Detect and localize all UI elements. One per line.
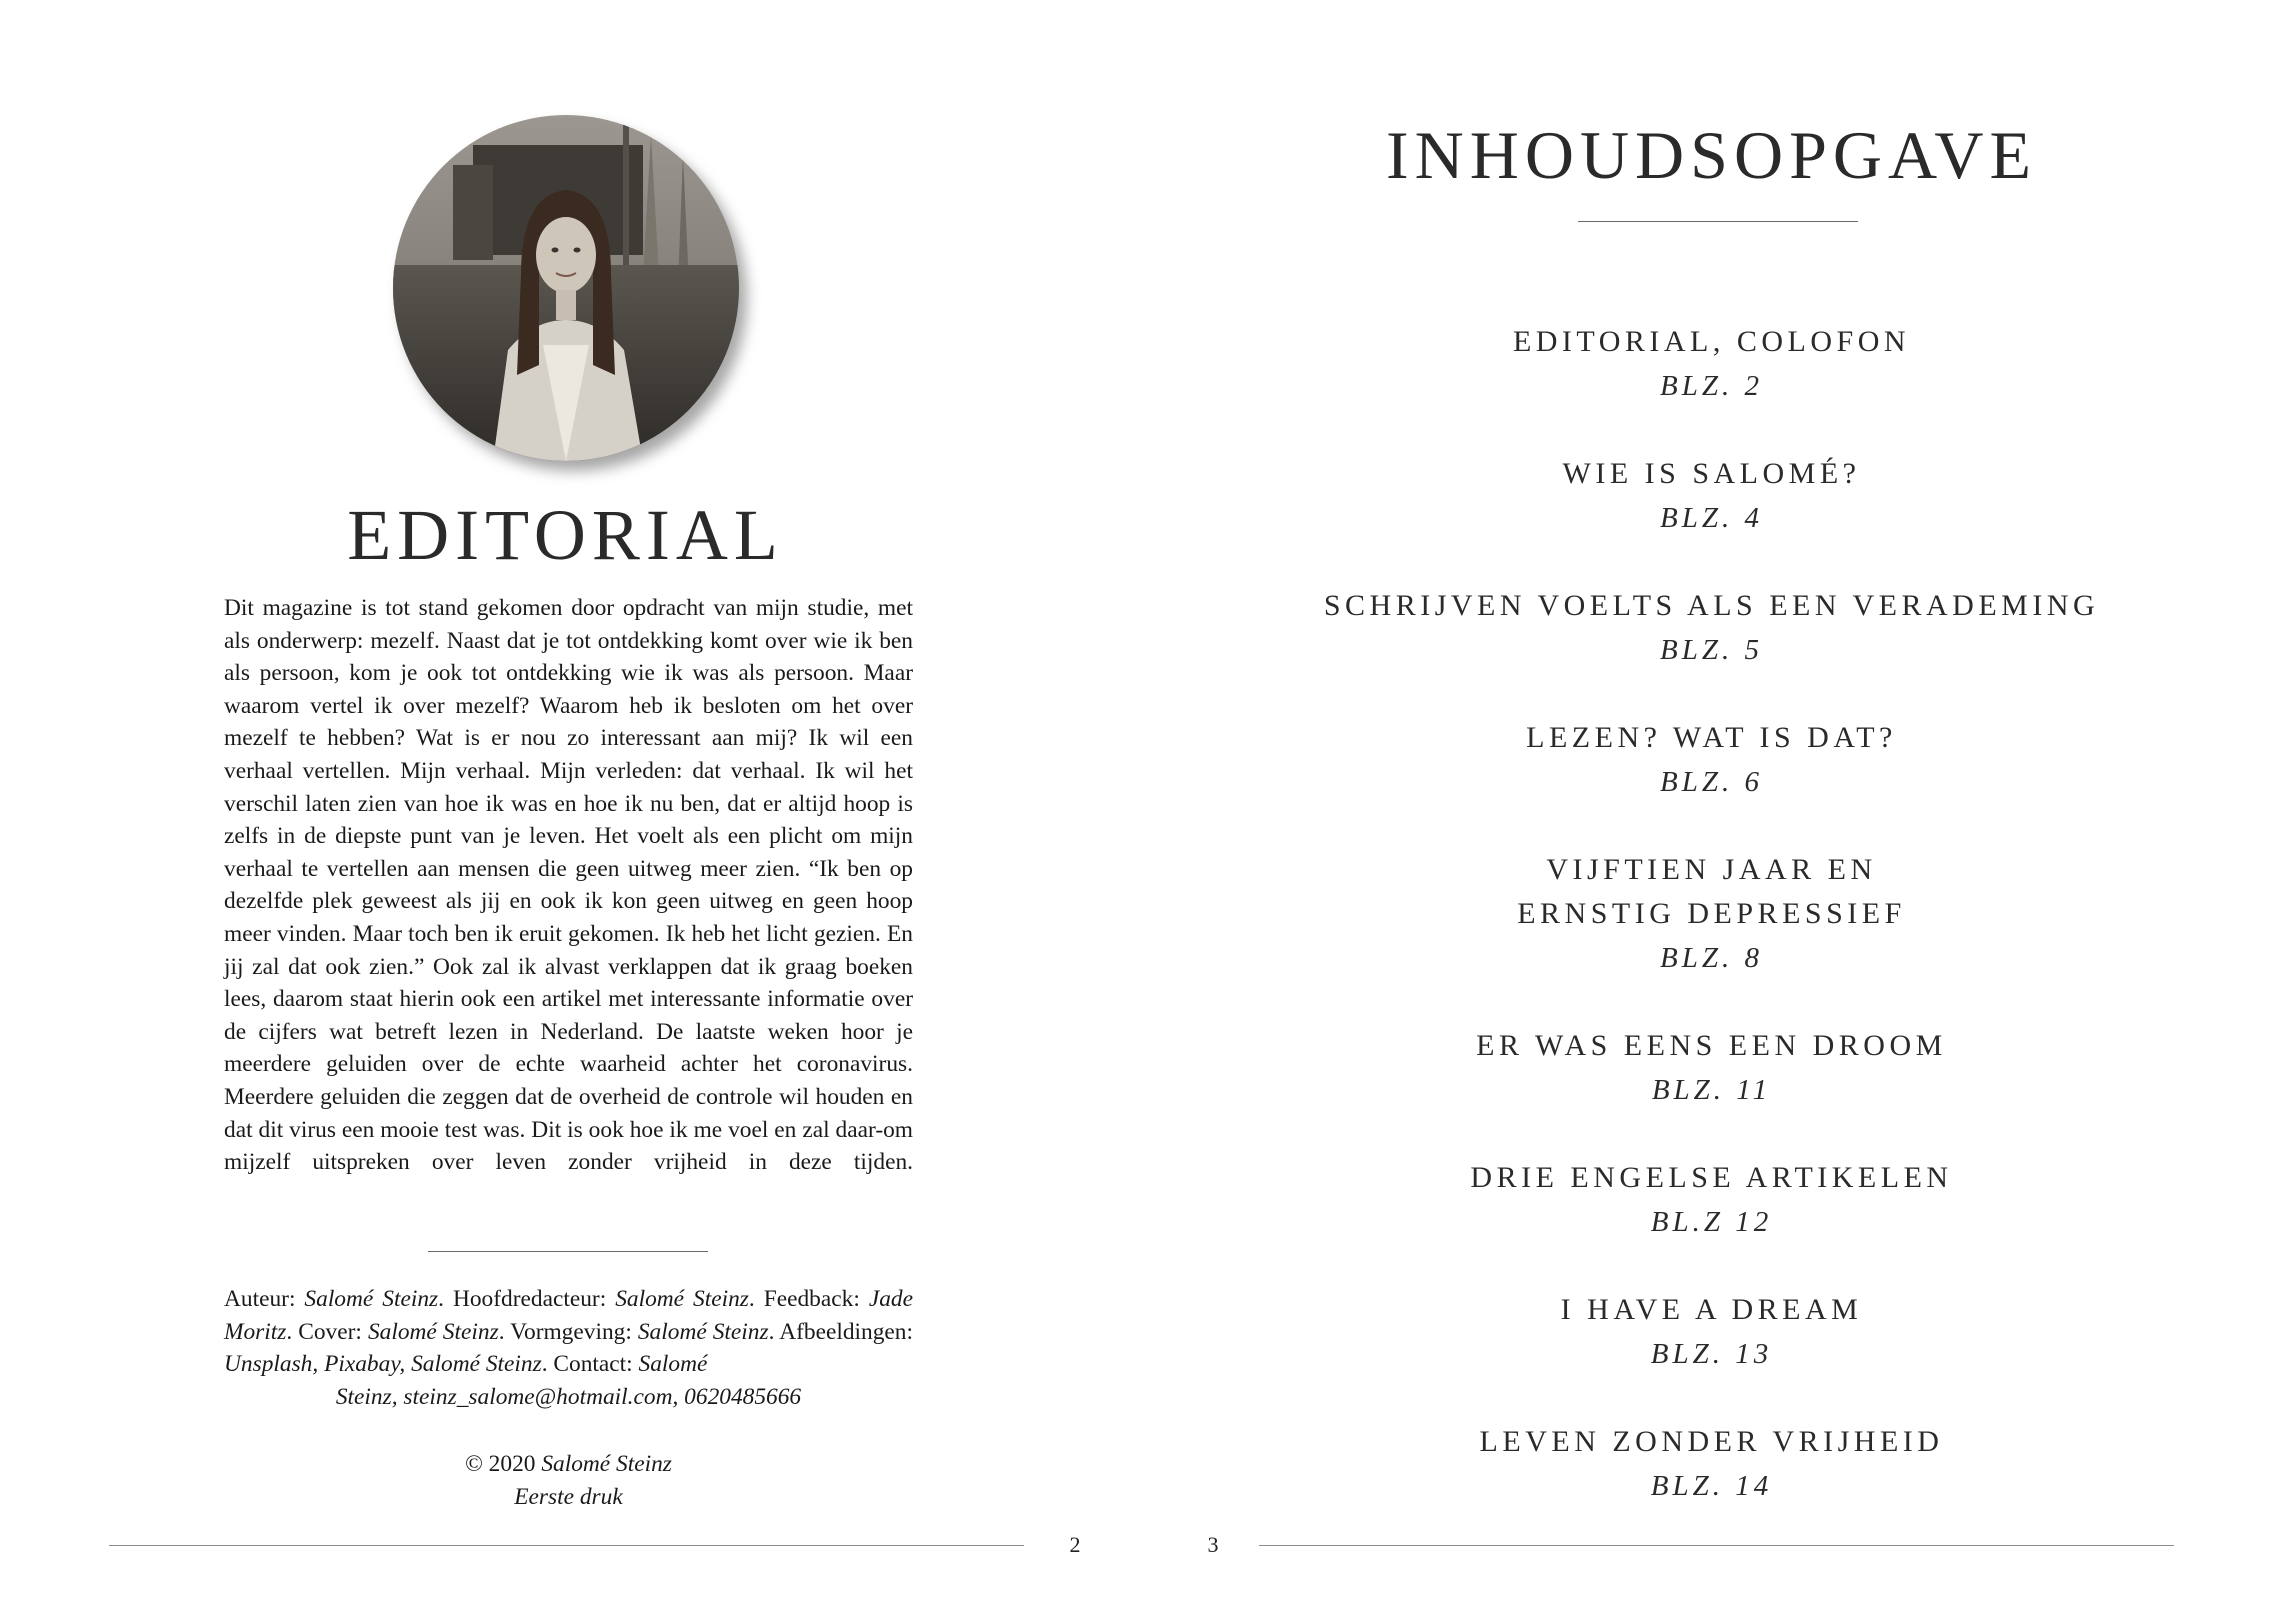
- toc-item-title: VIJFTIEN JAAR EN ERNSTIG DEPRESSIEF: [1517, 853, 1906, 930]
- toc-item-page: BLZ. 11: [1651, 1074, 1772, 1106]
- toc-item[interactable]: [1141, 716, 2282, 804]
- colofon-hoofdredacteur: Salomé Steinz: [615, 1286, 749, 1312]
- toc-item-page: BLZ. 8: [1660, 942, 1763, 974]
- toc-item-title: LEVEN ZONDER VRIJHEID: [1479, 1425, 1944, 1458]
- colofon-auteur-label: Auteur:: [224, 1286, 296, 1312]
- toc-item-page: BLZ. 5: [1660, 634, 1763, 666]
- portrait-photo: [393, 115, 739, 461]
- toc-title: INHOUDSOPGAVE: [1385, 117, 2038, 193]
- toc-item[interactable]: [1141, 584, 2282, 672]
- footer-rule: [109, 1545, 1024, 1546]
- toc-item-page: BLZ. 14: [1650, 1470, 1773, 1502]
- colofon-feedback-label: Feedback:: [763, 1286, 860, 1312]
- copyright-prefix: © 2020: [465, 1451, 536, 1477]
- divider: [428, 1251, 708, 1252]
- toc-item-page: BLZ. 6: [1660, 766, 1763, 798]
- toc-item-title: LEZEN? WAT IS DAT?: [1526, 721, 1897, 754]
- toc-item-title: SCHRIJVEN VOELTS ALS EEN VERADEMING: [1323, 589, 2100, 622]
- colofon-cover: Salomé Steinz: [367, 1318, 499, 1345]
- right-page: [1141, 0, 2282, 1606]
- colofon-contact-details: Steinz, steinz_salome@hotmail.com, 0620485666: [335, 1383, 802, 1410]
- toc-item-page: BL.Z 12: [1650, 1206, 1773, 1238]
- toc-item[interactable]: [1141, 320, 2282, 408]
- colofon-cover-label: Cover:: [298, 1318, 362, 1345]
- editorial-title: EDITORIAL: [347, 495, 784, 575]
- toc-item[interactable]: [1141, 1420, 2282, 1508]
- toc-item-title: I HAVE A DREAM: [1560, 1293, 1863, 1326]
- divider: [1578, 221, 1858, 222]
- toc-item[interactable]: [1141, 452, 2282, 540]
- colofon-feedback: Jade Moritz: [224, 1286, 913, 1345]
- toc-item[interactable]: [1141, 1156, 2282, 1244]
- page-number: 2: [1069, 1532, 1081, 1557]
- toc-item-page: BLZ. 2: [1660, 370, 1763, 402]
- colofon-contact-label: Contact:: [553, 1351, 633, 1378]
- page-number: 3: [1207, 1532, 1219, 1557]
- colofon-hoofdredacteur-label: Hoofdredacteur:: [452, 1286, 607, 1312]
- toc-item-title: ER WAS EENS EEN DROOM: [1476, 1029, 1947, 1062]
- edition: Eerste druk: [514, 1483, 623, 1510]
- toc-item-title: DRIE ENGELSE ARTIKELEN: [1470, 1161, 1953, 1194]
- colofon-afbeeldingen-label: Afbeeldingen:: [779, 1318, 913, 1345]
- footer-rule: [1259, 1545, 2174, 1546]
- colofon-vormgeving-label: Vormgeving:: [510, 1318, 632, 1345]
- toc-item-page: BLZ. 13: [1650, 1338, 1773, 1370]
- copyright: [224, 1448, 913, 1513]
- colofon-auteur: Salomé Steinz: [304, 1286, 439, 1312]
- toc-list: [1141, 320, 2282, 1552]
- colofon-afbeeldingen: Unsplash, Pixabay, Salomé Steinz: [224, 1351, 542, 1378]
- colofon: Auteur: Salomé Steinz. Hoofdredacteur: Salomé Steinz. Feedback: Jade Moritz. Cover: Salomé Steinz. Vormgeving: Salomé Steinz. Afbeeldingen: Unsplash, Pixabay, Salomé Steinz. Contact: Salomé Steinz, steinz_salome@hotmail.com, 0620485666: [224, 1286, 913, 1410]
- toc-item[interactable]: [1141, 1288, 2282, 1376]
- toc-item-title: EDITORIAL, COLOFON: [1512, 325, 1911, 358]
- colofon-vormgeving: Salomé Steinz: [637, 1318, 769, 1345]
- colofon-contact-name: Salomé: [638, 1351, 708, 1378]
- toc-item[interactable]: [1141, 1024, 2282, 1112]
- toc-item-page: BLZ. 4: [1660, 502, 1763, 534]
- toc-item[interactable]: [1141, 848, 2282, 980]
- copyright-name: Salomé Steinz: [541, 1451, 672, 1477]
- editorial-body-text: Dit magazine is tot stand gekomen door opdracht van mijn studie, met als onderwerp: mezelf. Naast dat je tot ontdekking komt over wie ik ben als persoon, kom je ook tot ontdekking wie ik was als persoon. Maar waarom vertel ik over mezelf? Waarom heb ik besloten om het over mezelf te hebben? Wat is er nou zo interessant aan mij? Ik wil een verhaal vertellen. Mijn verhaal. Mijn verleden: dat verhaal. Ik wil het verschil laten zien van hoe ik was en hoe ik nu ben, dat er altijd hoop is zelfs in de diepste punt van je leven. Het voelt als een plicht om mijn verhaal te vertellen aan mensen die geen uitweg meer zien. “Ik ben op dezelfde plek geweest als jij en ook ik kon geen uitweg en geen hoop meer vinden. Maar toch ben ik eruit gekomen. Ik heb het licht gezien. En jij zal dat ook zien.” Ook zal ik alvast verklappen dat ik graag boeken lees, daarom staat hierin ook een artikel met interessante informatie over de cijfers wat betreft lezen in Nederland. De laatste weken hoor je meerdere geluiden over de echte waarheid achter het coronavirus. Meerdere geluiden die zeggen dat de overheid de controle wil houden en dat dit virus een mooie test was. Dit is ook hoe ik me voel en zal daar-om mijzelf uitspreken over leven zonder vrijheid in deze tijden.: [224, 595, 913, 1176]
- toc-item-title: WIE IS SALOMÉ?: [1562, 457, 1861, 490]
